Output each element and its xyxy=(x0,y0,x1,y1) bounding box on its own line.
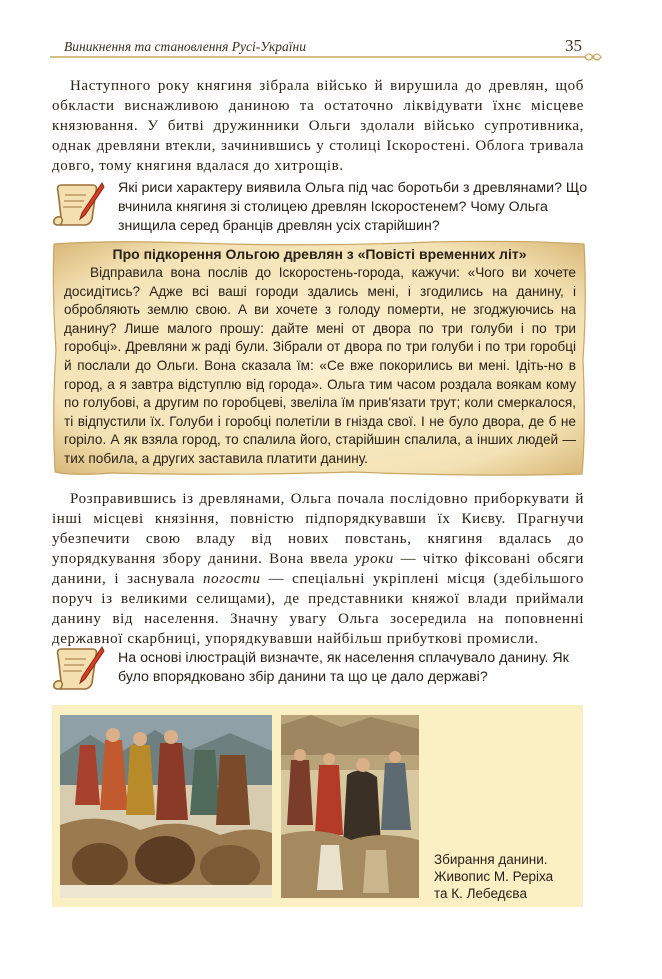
source-title: Про підкорення Ольгою древлян з «Повісті временних літ» xyxy=(112,246,527,262)
paragraph-2-part-1: Розправившись із древлянами, Ольга почала послідовно приборкувати й інші місцеві князіння, повністю підпорядкувавши їх Києву. Прагнучи убезпечити свою владу від нових повстань, княгиня вдалась до упорядкування збору данини. Вона ввела xyxy=(52,491,584,567)
source-quotation-box xyxy=(52,240,587,477)
illustration-panel xyxy=(52,705,583,907)
header-rule xyxy=(50,56,585,58)
paragraph-2-part-2: — чітко фіксовані обсяги данини, і заснувала xyxy=(52,551,585,587)
scroll-pen-icon xyxy=(52,181,106,227)
running-header-title: Виникнення та становлення Русі-України xyxy=(64,39,306,54)
body-paragraph-1: Наступного року княгиня зібрала військо й вирушила до древлян, щоб обкласти виснажливою даниною та остаточно ліквідувати їхнє місцеве князювання. У битві дружинники Ольги здолали військо супротивника, однак древляни втекли, зачинившись у столиці Іскоростені. Облога тривала довго, тому княгиня вдалася до хитрощів. xyxy=(52,78,584,174)
paragraph-2-part-3: — спеціальні укріплені місця (здебільшого поруч із великими селищами), де представники княжої влади приймали данину від населення. Значну увагу Ольга зосередила на поповненні державної скарбниці, упорядкувавши найбільш прибуткові промисли. xyxy=(52,571,584,647)
term-pohosty: погости xyxy=(203,571,261,587)
caption-line-1: Збирання данини. xyxy=(434,852,548,867)
ornament-icon xyxy=(584,50,602,64)
source-text: Відправила вона послів до Іскоростень-города, кажучи: «Чого ви хочете досидітись? Адже всі ваші городи здались мені, і згодились на данину, і обробляють землю свою. А ви хочете з голоду померти, не згоджуючись на данину? Лише малого прошу: дайте мені от двора по три голуби і по три горобці». Древляни ж раді були. Зібрали от двора по три голуби і по три горобці й послали до Ольги. Вона сказала їм: «Се вже покорились ви мені. Ідіть-но в город, а я завтра відступлю від города». Ольга тим часом роздала воякам кому по голубові, а другим по горобцеві, звеліла їм прив'язати трут; коли смеркалося, ті відпустили їх. Голуби і горобці полетіли в гнізда свої. І не було двора, де б не горіло. А як взяла город, то спалила його, старійшин спалила, а інших людей — тих побила, а других заставила платити данину. xyxy=(64,265,576,466)
page-number: 35 xyxy=(565,36,582,55)
question-2-text: На основі ілюстрацій визначте, як населення сплачувало данину. Як було впорядковано збір данини та що це дало державі? xyxy=(118,650,569,685)
caption-line-3: та К. Лебедєва xyxy=(434,886,527,901)
painting-lebedev xyxy=(281,715,419,898)
term-uroky: уроки xyxy=(354,551,394,567)
running-header xyxy=(50,30,612,60)
body-paragraph-2 xyxy=(52,489,584,649)
question-1-text: Які риси характеру виявила Ольга під час боротьби з древлянами? Що вчинила княгиня зі столицею древлян Іскоростенем? Чому Ольга знищила серед бранців древлян усіх старійшин? xyxy=(118,180,588,234)
scroll-pen-icon xyxy=(52,645,106,691)
illustration-caption xyxy=(434,851,579,902)
caption-line-2: Живопис М. Реріха xyxy=(434,869,554,884)
painting-roerich xyxy=(60,715,272,898)
